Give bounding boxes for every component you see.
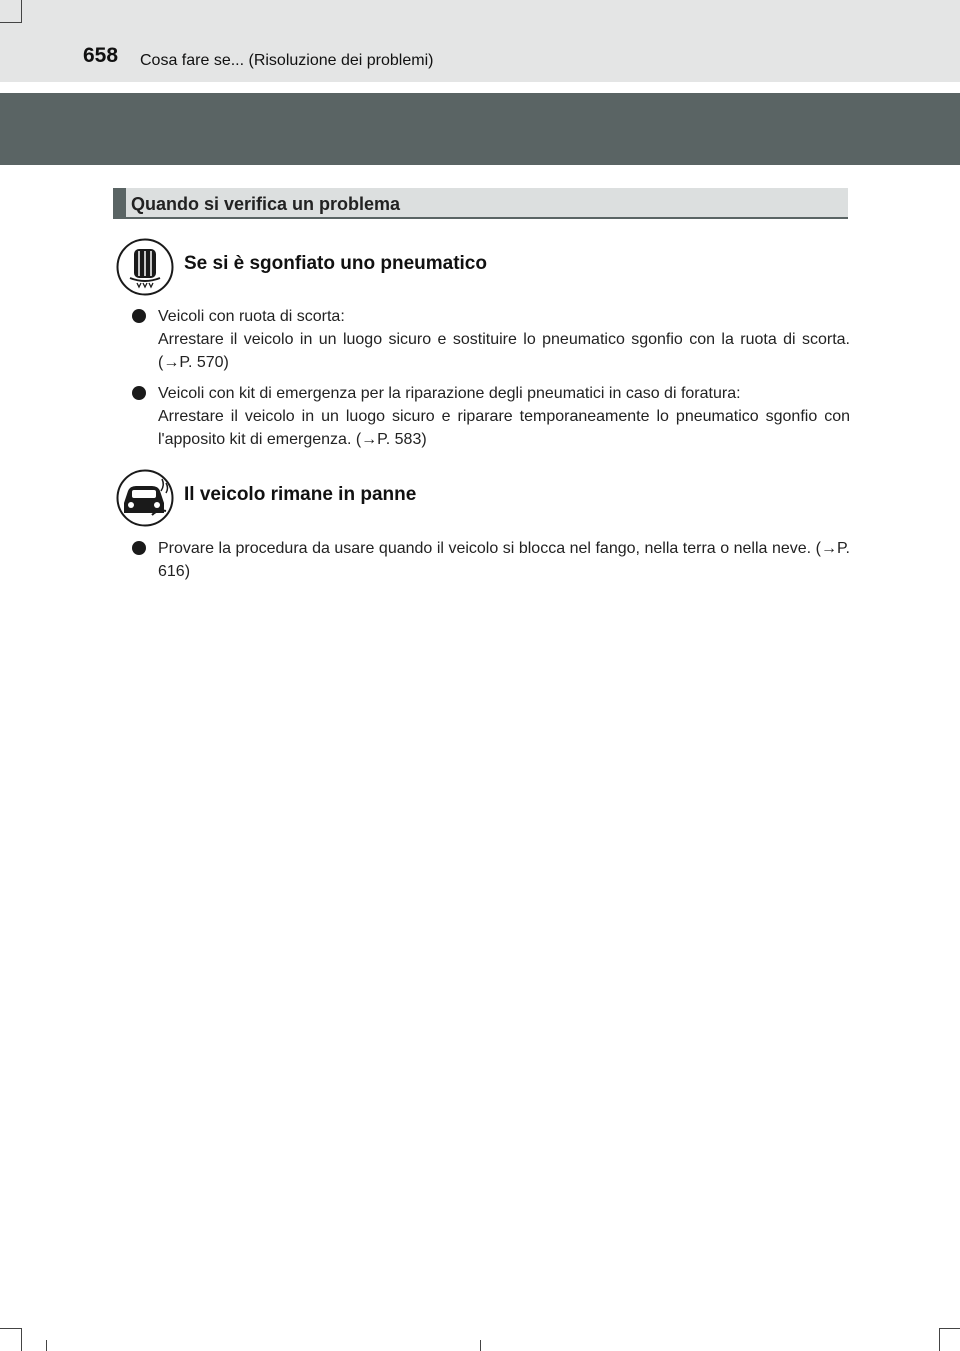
list-item-text: Provare la procedura da usare quando il veicolo si blocca nel fango, nella terra o nella neve. (→P. 616) xyxy=(158,540,850,580)
crop-mark xyxy=(939,1328,940,1351)
bullet-icon xyxy=(132,386,146,400)
running-title: Cosa fare se... (Risoluzione dei problemi) xyxy=(140,52,434,69)
bullet-icon xyxy=(132,309,146,323)
section-heading-text: Quando si verifica un problema xyxy=(131,194,401,214)
crop-mark xyxy=(939,1328,960,1329)
bullet-icon xyxy=(132,541,146,555)
crop-mark xyxy=(0,1328,22,1329)
page-number: 658 xyxy=(83,44,119,67)
section-heading xyxy=(113,188,848,219)
chapter-band xyxy=(0,93,960,165)
list-item xyxy=(132,537,850,583)
list-item-text: Veicoli con kit di emergenza per la riparazione degli pneumatici in caso di foratura: Arrestare il veicolo in un luogo sicuro e riparare temporaneamente lo pneumatico sgonfio con l'apposito kit di emergenza. (→P. 583) xyxy=(158,385,850,448)
flat-tire-icon xyxy=(116,238,174,296)
list-item-text: Veicoli con ruota di scorta: Arrestare il veicolo in un luogo sicuro e sostituire lo pneumatico sgonfio con la ruota di scorta. (→P. 570) xyxy=(158,308,850,371)
list-item xyxy=(132,382,850,451)
crop-mark xyxy=(46,1340,47,1351)
topic-title-flat-tire: Se si è sgonfiato uno pneumatico xyxy=(184,253,487,274)
crop-mark xyxy=(0,22,22,23)
crop-mark xyxy=(21,0,22,22)
crop-mark xyxy=(480,1340,481,1351)
list-item xyxy=(132,305,850,374)
stuck-vehicle-icon xyxy=(116,469,174,527)
topic-title-stuck-vehicle: Il veicolo rimane in panne xyxy=(184,484,417,505)
crop-mark xyxy=(21,1328,22,1351)
